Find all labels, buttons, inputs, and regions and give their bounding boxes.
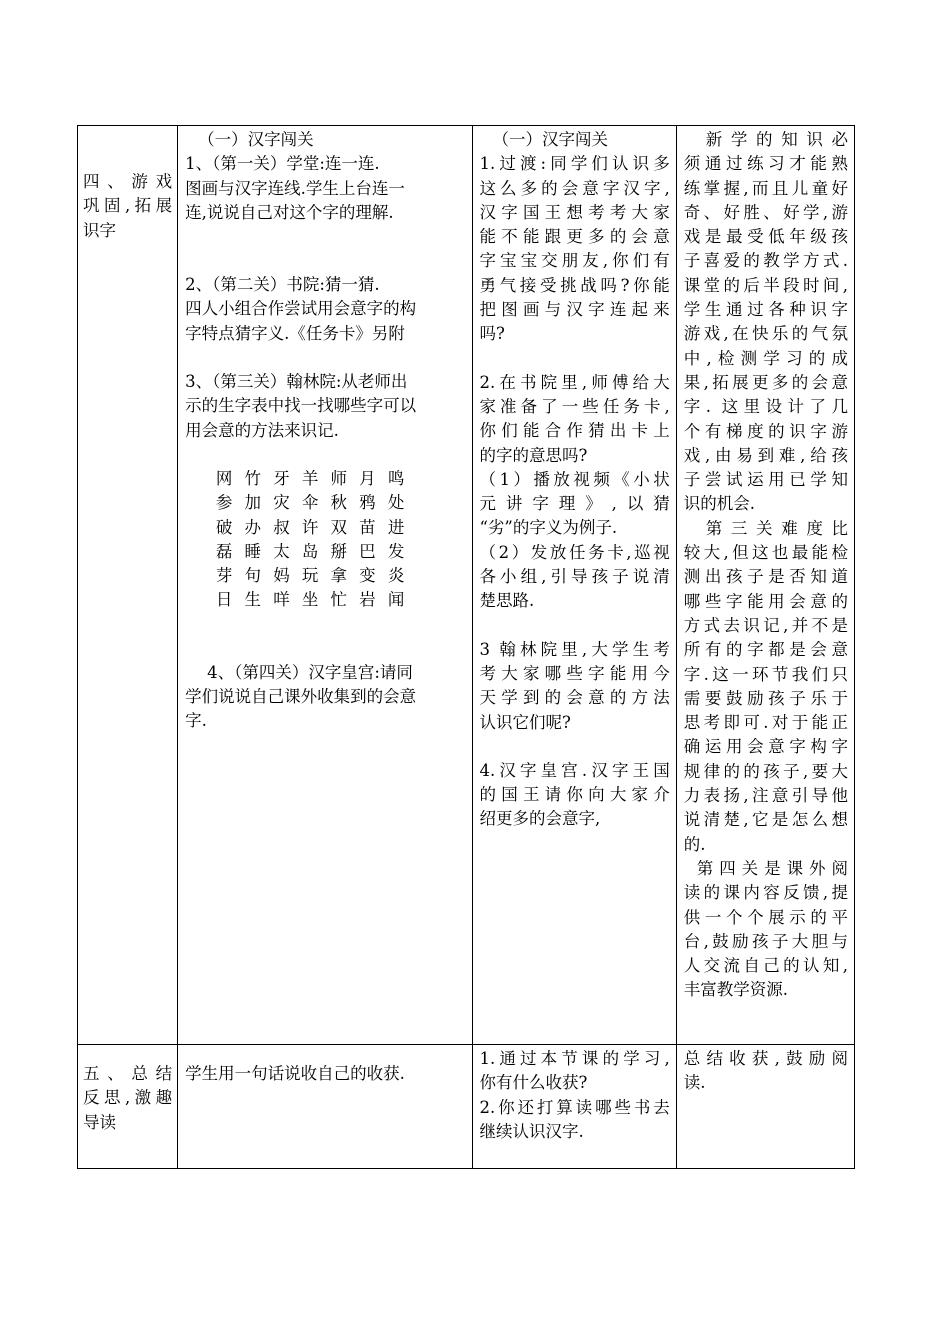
character-row — [215, 564, 405, 588]
text-line: 你们能合作猜出卡上 — [479, 421, 670, 441]
character: 炎 — [387, 566, 405, 586]
text-line: 图画与汉字连线.学生上台连一 — [185, 178, 405, 198]
text-line: 的国王请你向大家介 — [479, 785, 670, 805]
character: 太 — [273, 541, 290, 561]
text-line: 台,鼓励孩子大胆与 — [683, 931, 848, 951]
character: 灾 — [273, 493, 290, 513]
character-row — [215, 588, 405, 612]
text-line: 中,检测学习的成 — [683, 348, 848, 368]
character: 睡 — [244, 541, 262, 561]
text-line: 读的课内容反馈,提 — [683, 883, 848, 903]
character: 日 — [215, 590, 233, 610]
text-line: 的. — [683, 834, 706, 854]
text-line: 认识它们呢? — [479, 712, 571, 732]
text-line: 戏,由易到难,给孩 — [683, 445, 848, 465]
character: 羊 — [301, 468, 319, 488]
character-row — [215, 540, 405, 564]
section-heading: （一）汉字闯关 — [492, 130, 608, 149]
character: 秋 — [330, 493, 347, 513]
character-row — [215, 467, 405, 491]
text-line: 考大家哪些字能用今 — [479, 663, 670, 683]
teacher-activity-cell — [472, 126, 676, 1045]
character: 变 — [359, 566, 376, 586]
text-line: 果,拓展更多的会意 — [683, 372, 848, 392]
character: 师 — [330, 468, 347, 488]
text-line: 元讲字理》,以猜 — [479, 494, 670, 514]
character: 双 — [330, 517, 347, 537]
text-line: “劣”的字义为例子. — [479, 518, 618, 538]
stage-line: 四、游戏 — [83, 172, 173, 191]
stage-line: 巩固,拓展 — [83, 196, 173, 216]
text-line: 练掌握,而且儿童好 — [683, 178, 848, 198]
stage-line: 识字 — [83, 220, 116, 240]
text-line: 第四关是课外阅 — [696, 858, 848, 878]
text-line: 戏是最受低年级孩 — [683, 227, 848, 247]
character: 办 — [244, 517, 262, 537]
text-line: 的字的意思吗? — [479, 445, 588, 465]
character: 参 — [215, 493, 233, 513]
text-line: （1）播放视频《小状 — [479, 469, 670, 489]
text-line: 课堂的后半段时间, — [683, 275, 848, 295]
student-activity-cell — [178, 1045, 472, 1169]
character: 忙 — [330, 590, 347, 610]
stage-line: 五、总结 — [83, 1064, 173, 1083]
character: 妈 — [273, 566, 290, 586]
text-line: 识的机会. — [683, 494, 755, 514]
lesson-plan-table — [77, 125, 855, 1169]
character: 玩 — [301, 566, 319, 586]
character: 句 — [244, 566, 262, 586]
character: 伞 — [301, 493, 319, 513]
text-line: 哪些字能用会意的 — [683, 591, 848, 611]
text-line: 方式去识记,并不是 — [683, 615, 848, 635]
text-line: 说清楚,它是怎么想 — [683, 810, 848, 830]
character: 巴 — [359, 541, 376, 561]
teacher-activity-cell — [472, 1045, 676, 1169]
table-row — [78, 126, 855, 1045]
text-line: 楚思路. — [479, 591, 535, 611]
text-line: 子喜爱的教学方式. — [683, 251, 848, 271]
text-line: 3 翰林院里,大学生考 — [479, 639, 670, 659]
text-line: 各小组,引导孩子说清 — [479, 567, 670, 587]
text-line: 所有的字都是会意 — [683, 640, 848, 660]
character: 生 — [244, 590, 262, 610]
text-line: 天学到的会意的方法 — [479, 688, 670, 708]
character: 鸦 — [359, 493, 376, 513]
text-line: 3、（第三关）翰林院:从老师出 — [185, 372, 408, 392]
character: 闻 — [387, 590, 405, 610]
text-line: 这么多的会意字汉字, — [479, 178, 670, 198]
text-line: 用会意的方法来识记. — [185, 420, 339, 440]
text-line: 丰富教学资源. — [683, 980, 788, 1000]
text-line: 学生通过各种识字 — [683, 300, 848, 320]
character: 岛 — [301, 541, 319, 561]
text-line: 第三关难度比 — [705, 518, 848, 538]
text-line: 绍更多的会意字, — [479, 809, 601, 829]
text-line: 吗? — [479, 324, 505, 344]
design-intent-cell — [676, 1045, 854, 1169]
character: 叔 — [273, 517, 290, 537]
character: 岩 — [359, 590, 376, 610]
character: 鸣 — [387, 468, 405, 488]
text-line: 人交流自己的认知, — [683, 956, 848, 976]
character-row — [215, 491, 405, 515]
character: 拿 — [330, 566, 347, 586]
table-row — [78, 1045, 855, 1169]
character: 苗 — [359, 517, 376, 537]
text-line: 力表扬,注意引导他 — [683, 786, 848, 806]
text-line: 新学的知识必 — [705, 130, 848, 149]
character: 破 — [215, 517, 233, 537]
text-line: 字特点猜字义.《任务卡》另附 — [185, 323, 405, 343]
character: 加 — [244, 493, 262, 513]
text-line: 勇气接受挑战吗?你能 — [479, 275, 670, 295]
text-line: 连,说说自己对这个字的理解. — [185, 202, 394, 222]
text-line: 四人小组合作尝试用会意字的构 — [185, 299, 417, 319]
text-line: 个有梯度的识字游 — [683, 421, 848, 441]
character: 掰 — [330, 541, 347, 561]
text-line: 总结收获,鼓励阅 — [683, 1049, 848, 1068]
character: 许 — [301, 517, 319, 537]
text-line: 学们说说自己课外收集到的会意 — [185, 687, 417, 707]
character-grid — [185, 467, 465, 613]
text-line: 规律的的孩子,要大 — [683, 761, 848, 781]
character-row — [215, 516, 405, 540]
character: 处 — [387, 493, 405, 513]
character: 进 — [387, 517, 405, 537]
text-line: 家准备了一些任务卡, — [479, 396, 670, 416]
text-line: 字. — [185, 711, 207, 731]
character: 磊 — [215, 541, 233, 561]
stage-cell — [78, 126, 178, 1045]
character: 坐 — [301, 590, 319, 610]
text-line: 较大,但这也最能检 — [683, 543, 848, 563]
stage-line: 导读 — [83, 1112, 116, 1132]
character: 咩 — [273, 590, 290, 610]
text-line: 须通过练习才能熟 — [683, 154, 848, 174]
text-line: 学生用一句话说收自己的收获. — [185, 1064, 405, 1083]
text-line: 继续认识汉字. — [479, 1121, 584, 1141]
text-line: 1、（第一关）学堂:连一连. — [185, 154, 380, 174]
text-line: 游戏,在快乐的气氛 — [683, 324, 848, 344]
design-intent-cell — [676, 126, 854, 1045]
text-line: 4、（第四关）汉字皇宫:请同 — [207, 662, 413, 682]
character: 月 — [359, 468, 376, 488]
character: 网 — [215, 468, 233, 488]
text-line: 供一个个展示的平 — [683, 907, 848, 927]
text-line: 1.通过本节课的学习, — [479, 1049, 670, 1068]
text-line: 测出孩子是否知道 — [683, 567, 848, 587]
text-line: 能不能跟更多的会意 — [479, 227, 670, 247]
character: 竹 — [244, 468, 262, 488]
text-line: 字宝宝交朋友,你们有 — [479, 251, 670, 271]
text-line: 子尝试运用已学知 — [683, 470, 848, 490]
text-line: 示的生字表中找一找哪些字可以 — [185, 396, 417, 416]
text-line: 4.汉字皇宫.汉字王国 — [479, 760, 670, 780]
text-line: 字. 这里设计了几 — [683, 397, 848, 417]
text-line: 汉字国王想考考大家 — [479, 202, 670, 222]
character: 牙 — [273, 468, 290, 488]
text-line: （2）发放任务卡,巡视 — [479, 542, 670, 562]
text-line: 字.这一环节我们只 — [683, 664, 848, 684]
text-line: 2.在书院里,师傅给大 — [479, 372, 670, 392]
text-line: 思考即可.对于能正 — [683, 713, 848, 733]
section-heading: （一）汉字闯关 — [198, 130, 314, 149]
stage-line: 反思,激趣 — [83, 1088, 173, 1108]
text-line: 奇、好胜、好学,游 — [683, 202, 848, 222]
text-line: 1.过渡:同学们认识多 — [479, 154, 670, 174]
character: 发 — [387, 541, 405, 561]
stage-cell — [78, 1045, 178, 1169]
student-activity-cell — [178, 126, 472, 1045]
text-line: 把图画与汉字连起来 — [479, 300, 670, 320]
text-line: 读. — [683, 1073, 706, 1093]
text-line: 2、（第二关）书院:猜一猜. — [185, 275, 380, 295]
text-line: 你有什么收获? — [479, 1073, 588, 1093]
text-line: 需要鼓励孩子乐于 — [683, 688, 848, 708]
character: 芽 — [215, 566, 233, 586]
text-line: 确运用会意字构字 — [683, 737, 848, 757]
text-line: 2.你还打算读哪些书去 — [479, 1097, 670, 1117]
